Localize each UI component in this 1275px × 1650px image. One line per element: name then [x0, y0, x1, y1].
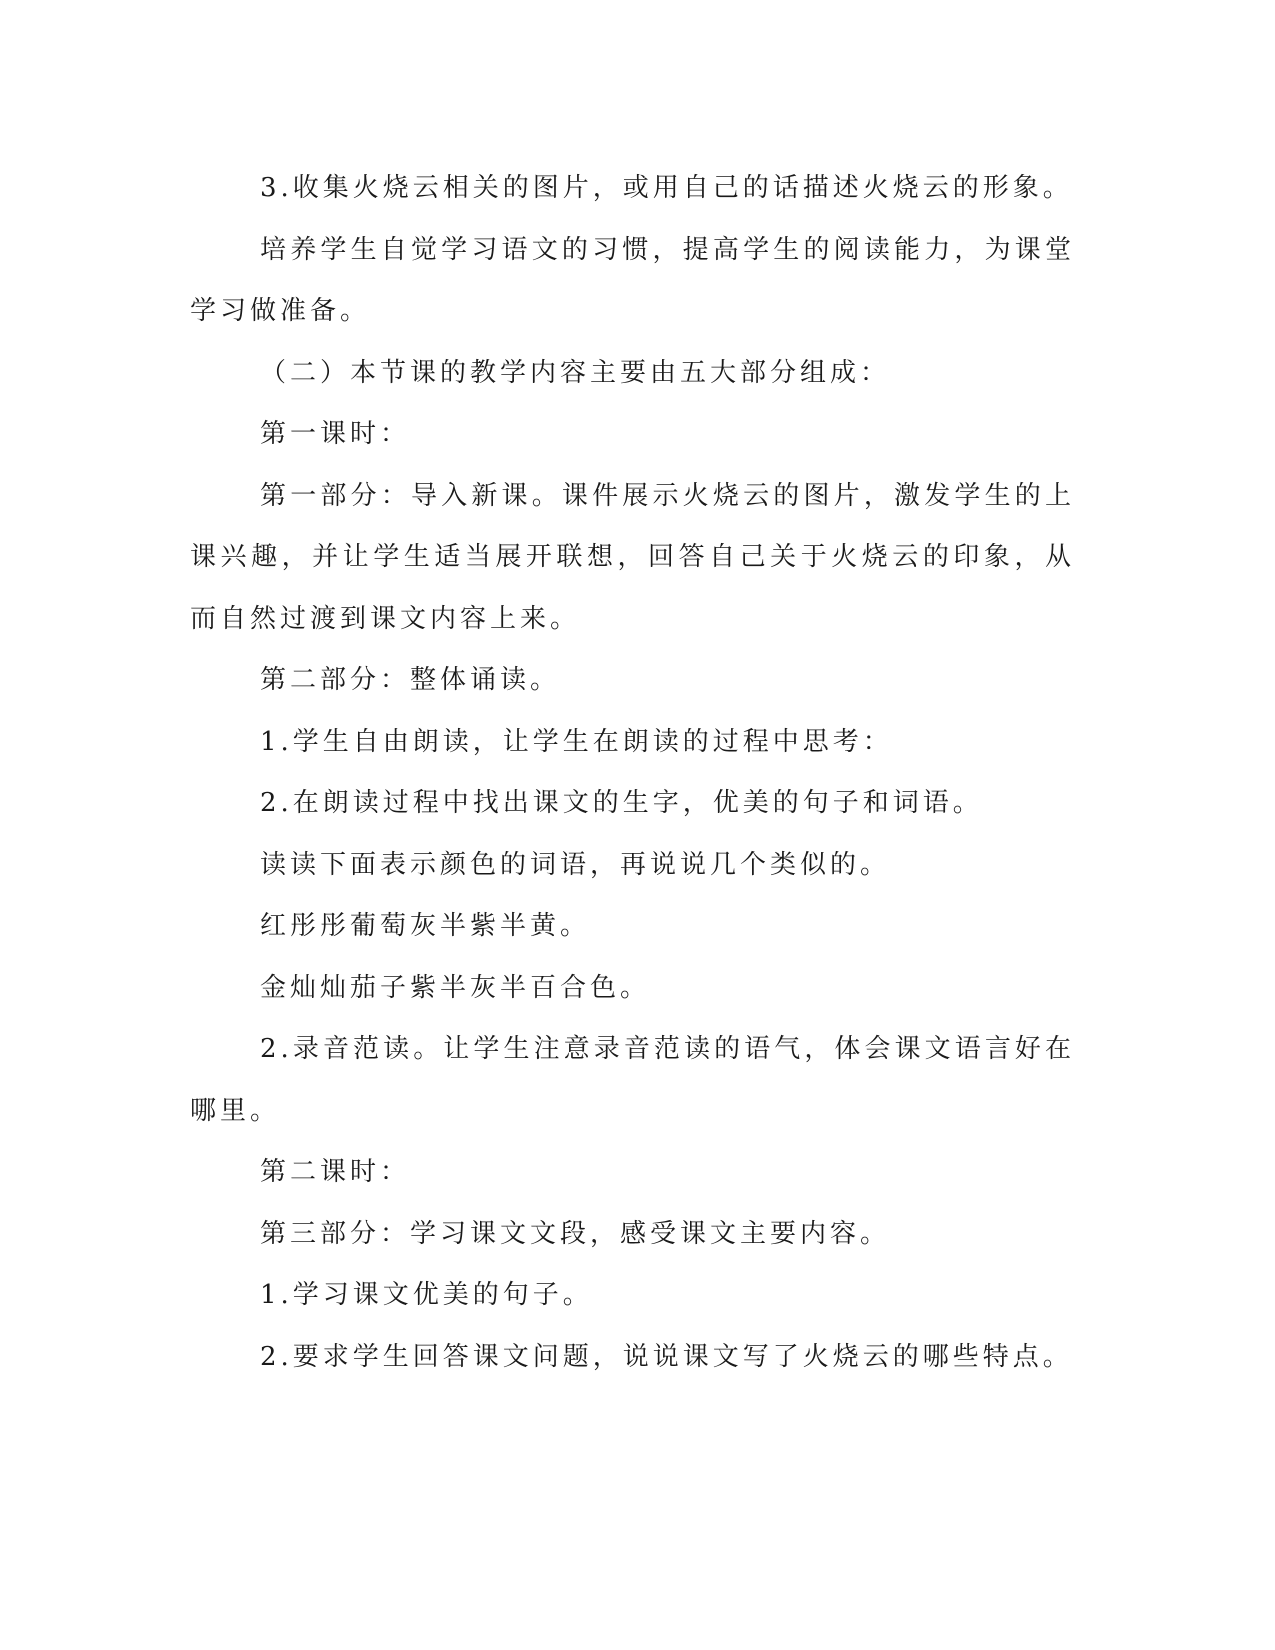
- part-two-heading: 第二部分：整体诵读。: [260, 665, 561, 695]
- paragraph-1: 3.收集火烧云相关的图片，或用自己的话描述火烧云的形象。: [260, 173, 1073, 203]
- list-item: 1.学习课文优美的句子。: [260, 1280, 593, 1310]
- paragraph-part-one: 第一部分：导入新课。课件展示火烧云的图片，激发学生的上课兴趣，并让学生适当展开联想，回答自己关于火烧云的印象，从而自然过渡到课文内容上来。: [190, 480, 1075, 634]
- document-body: [190, 158, 1075, 1388]
- color-words-line: 红彤彤葡萄灰半紫半黄。: [260, 911, 591, 941]
- section-heading: （二）本节课的教学内容主要由五大部分组成：: [260, 357, 891, 388]
- paragraph-colors-intro: 读读下面表示颜色的词语，再说说几个类似的。: [260, 849, 891, 880]
- paragraph-2: 培养学生自觉学习语文的习惯，提高学生的阅读能力，为课堂学习做准备。: [190, 234, 1075, 326]
- part-three-heading: 第三部分：学习课文文段，感受课文主要内容。: [260, 1218, 891, 1249]
- list-item: 1.学生自由朗读，让学生在朗读的过程中思考：: [260, 726, 893, 757]
- lesson-two-heading: 第二课时：: [260, 1157, 411, 1187]
- color-words-line: 金灿灿茄子紫半灰半百合色。: [260, 972, 651, 1003]
- list-item: 2.录音范读。让学生注意录音范读的语气，体会课文语言好在哪里。: [190, 1034, 1075, 1126]
- list-item: 2.要求学生回答课文问题，说说课文写了火烧云的哪些特点。: [260, 1341, 1073, 1372]
- list-item: 2.在朗读过程中找出课文的生字，优美的句子和词语。: [260, 788, 983, 818]
- lesson-one-heading: 第一课时：: [260, 419, 411, 449]
